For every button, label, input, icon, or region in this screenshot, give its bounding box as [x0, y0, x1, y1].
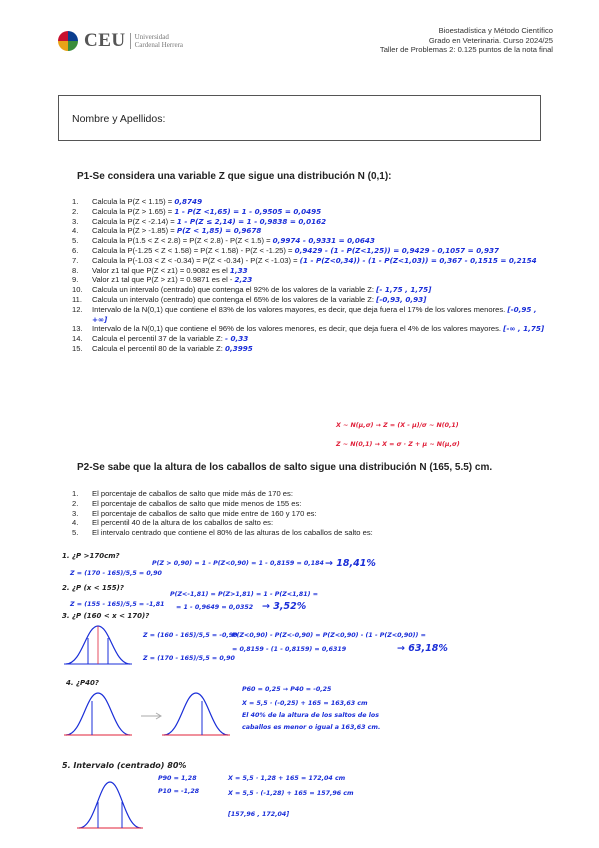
- w3-z1: Z = (160 - 165)/5,5 = -0,90: [143, 632, 238, 639]
- p2-item-number: 5.: [72, 528, 79, 538]
- p1-item-question: Calcula un intervalo (centrado) que contenga el 65% de los valores de la variable Z:: [92, 294, 374, 304]
- p1-item-answer[interactable]: - 0,33: [224, 334, 249, 344]
- w3-prob-line1: P(Z<0,90) - P(Z<-0,90) = P(Z<0,90) - (1 - P(Z<0,90)) =: [232, 632, 426, 639]
- p1-item-number: 14.: [72, 334, 83, 344]
- p1-item-15: [72, 344, 552, 354]
- p1-item-number: 3.: [72, 216, 79, 226]
- p2-item-5: [72, 528, 552, 538]
- ceu-logo: [58, 30, 183, 52]
- ceu-emblem-icon: [58, 31, 78, 51]
- w5-p90: P90 = 1,28: [158, 775, 197, 782]
- w5-x-upper: X = 5,5 · 1,28 + 165 = 172,04 cm: [228, 775, 346, 782]
- p2-question-list: [72, 489, 552, 538]
- p1-item-number: 2.: [72, 206, 79, 216]
- p1-item-number: 4.: [72, 226, 79, 236]
- w5-heading: 5. Intervalo (centrado) 80%: [62, 761, 187, 770]
- p1-item-answer[interactable]: 2,23: [234, 275, 253, 285]
- logo-brand: CEU: [84, 30, 126, 51]
- p1-item-11: [72, 295, 552, 305]
- normal-curve-sketch-4b: [160, 687, 232, 743]
- p2-item-question: El percentil 40 de la altura de los caballos de salto es:: [92, 518, 274, 528]
- p1-item-9: [72, 275, 552, 285]
- w5-p10: P10 = -1,28: [158, 788, 200, 795]
- p1-item-13: [72, 324, 552, 334]
- w5-interval: [157,96 , 172,04]: [228, 811, 290, 818]
- p2-item-3: [72, 509, 552, 519]
- course-degree: Grado en Veterinaria. Curso 2024/25: [428, 35, 553, 45]
- w2-z: Z = (155 - 165)/5,5 = -1,81: [70, 601, 165, 608]
- p1-item-question: Calcula la P(Z > -1.85) =: [92, 226, 175, 236]
- p1-item-question: Valor z1 tal que P(Z > z1) = 0.9871 es el -: [92, 275, 233, 285]
- normal-curve-sketch-5: [75, 776, 145, 836]
- w2-prob-line2: = 1 - 0,9649 = 0,0352: [176, 604, 254, 611]
- p2-item-1: [72, 489, 552, 499]
- p1-item-question: Intervalo de la N(0,1) que contiene el 96% de los valores menores, es decir, que deja fuera el 4% de los valores mayores.: [92, 324, 502, 334]
- document-header: [380, 26, 553, 55]
- p1-item-question: Calcula el percentil 37 de la variable Z:: [92, 334, 223, 344]
- p1-item-answer[interactable]: P(Z < 1,85) = 0,9678: [176, 226, 262, 236]
- p1-item-8: [72, 266, 552, 276]
- p1-item-number: 13.: [72, 324, 83, 334]
- p1-item-number: 6.: [72, 245, 79, 255]
- normal-curve-sketch-4a: [62, 687, 134, 743]
- normal-curve-sketch-3: [62, 620, 134, 672]
- logo-university: Universidad Cardenal Herrera: [130, 33, 183, 49]
- p1-item-10: [72, 285, 552, 295]
- name-label: Nombre y Apellidos:: [72, 113, 166, 125]
- p1-item-question: Calcula la P(Z > 1.65) =: [92, 206, 173, 216]
- p1-item-2: [72, 207, 552, 217]
- w1-result: → 18,41%: [325, 558, 376, 569]
- p1-item-answer[interactable]: 0,9974 - 0,9331 = 0,0643: [272, 236, 375, 246]
- w4-text1: El 40% de la altura de los saltos de los: [242, 712, 379, 719]
- p1-item-number: 1.: [72, 197, 79, 206]
- p1-item-answer[interactable]: [-∞ , 1,75]: [503, 324, 545, 334]
- p1-item-question: Intervalo de la N(0,1) que contiene el 83% de los valores mayores, es decir, que deja fuera el 17% de los valores menores.: [92, 304, 506, 314]
- w2-result: → 3,52%: [262, 601, 307, 612]
- p2-item-question: El intervalo centrado que contiene el 80% de las alturas de los caballos de salto es:: [92, 528, 373, 538]
- p1-item-answer[interactable]: 0,8749: [174, 197, 203, 206]
- p1-item-number: 11.: [72, 294, 82, 304]
- p1-note-standardize: X ~ N(μ,σ) → Z = (X - μ)/σ ~ N(0,1): [336, 422, 459, 429]
- p1-item-number: 7.: [72, 255, 79, 265]
- p2-item-2: [72, 499, 552, 509]
- p2-item-number: 4.: [72, 518, 79, 528]
- w3-prob-line2: = 0,8159 - (1 - 0,8159) = 0,6319: [232, 646, 347, 653]
- p1-item-number: 9.: [72, 275, 79, 285]
- p1-item-answer[interactable]: 0,9429 - (1 - P(Z<1,25)) = 0,9429 - 0,1057 = 0,937: [294, 245, 499, 255]
- w3-heading: 3. ¿P (160 < x < 170)?: [62, 612, 150, 620]
- w1-prob: P(Z > 0,90) = 1 - P(Z<0,90) = 1 - 0,8159 = 0,184: [152, 560, 324, 567]
- p1-item-question: Calcula la P(1.5 < Z < 2.8) = P(Z < 2.8) - P(Z < 1.5) =: [92, 236, 271, 246]
- p1-item-answer[interactable]: (1 - P(Z<0,34)) - (1 - P(Z<1,03)) = 0,367 - 0,1515 = 0,2154: [299, 255, 537, 265]
- p1-question-list: [72, 197, 552, 354]
- w4-text2: caballos es menor o igual a 163,63 cm.: [242, 724, 381, 731]
- w1-heading: 1. ¿P >170cm?: [62, 552, 120, 560]
- p1-item-number: 10.: [72, 285, 83, 295]
- p1-item-number: 5.: [72, 236, 79, 246]
- p1-item-5: [72, 236, 552, 246]
- p1-item-answer[interactable]: 0,3995: [224, 343, 253, 353]
- p1-item-answer[interactable]: [- 1,75 , 1,75]: [376, 285, 432, 295]
- p1-item-1: [72, 197, 552, 207]
- workshop-title: Taller de Problemas 2: 0.125 puntos de la nota final: [379, 45, 553, 55]
- w2-prob-line1: P(Z<-1,81) = P(Z>1,81) = 1 - P(Z<1,81) =: [170, 591, 319, 598]
- p1-item-answer[interactable]: 1 - P(Z ≤ 2,14) = 1 - 0,9838 = 0,0162: [176, 216, 327, 226]
- p2-item-question: El porcentaje de caballos de salto que mide menos de 155 es:: [92, 498, 302, 508]
- p1-item-answer[interactable]: [-0,95 , +∞]: [92, 304, 537, 324]
- p2-title: P2-Se sabe que la altura de los caballos de salto sigue una distribución N (165, 5.5) cm.: [77, 462, 493, 473]
- p2-item-4: [72, 518, 552, 528]
- p1-item-question: Calcula un intervalo (centrado) que contenga el 92% de los valores de la variable Z:: [92, 285, 374, 295]
- w2-heading: 2. ¿P (x < 155)?: [62, 584, 124, 592]
- p1-item-7: [72, 256, 552, 266]
- w1-z: Z = (170 - 165)/5,5 = 0,90: [70, 570, 162, 577]
- p1-item-answer[interactable]: 1 - P(Z <1,65) = 1 - 0,9505 = 0,0495: [174, 206, 322, 216]
- p1-item-3: [72, 217, 552, 227]
- p2-item-number: 2.: [72, 498, 79, 508]
- name-field[interactable]: [58, 95, 541, 141]
- p1-item-question: Valor z1 tal que P(Z < z1) = 0.9082 es el: [92, 265, 228, 275]
- w4-heading: 4. ¿P40?: [66, 679, 99, 687]
- p1-item-14: [72, 334, 552, 344]
- p1-note-destandardize: Z ~ N(0,1) → X = σ · Z + μ ~ N(μ,σ): [336, 441, 460, 448]
- w4-percentiles: P60 = 0,25 → P40 = -0,25: [242, 686, 332, 693]
- p1-item-question: Calcula la P(Z < 1.15) =: [92, 197, 173, 206]
- p1-item-answer[interactable]: 1,33: [229, 265, 248, 275]
- w4-x: X = 5,5 · (-0,25) + 165 = 163,63 cm: [242, 700, 368, 707]
- w3-z2: Z = (170 - 165)/5,5 = 0,90: [143, 655, 235, 662]
- p1-item-12: [72, 305, 552, 325]
- p1-item-number: 12.: [72, 304, 83, 314]
- w5-x-lower: X = 5,5 · (-1,28) + 165 = 157,96 cm: [228, 790, 354, 797]
- p1-item-question: Calcula la P(-1.25 < Z < 1.58) = P(Z < 1.58) - P(Z < -1.25) =: [92, 245, 293, 255]
- w3-result: → 63,18%: [397, 643, 448, 654]
- p1-item-question: Calcula la P(-1.03 < Z < -0.34) = P(Z < -0.34) - P(Z < -1.03) =: [92, 255, 298, 265]
- p2-item-question: El porcentaje de caballos de salto que mide más de 170 es:: [92, 489, 293, 498]
- p2-item-number: 1.: [72, 489, 79, 498]
- p1-item-6: [72, 246, 552, 256]
- p1-item-question: Calcula la P(Z < -2.14) =: [92, 216, 175, 226]
- p1-item-number: 8.: [72, 265, 79, 275]
- p2-item-question: El porcentaje de caballos de salto que mide entre de 160 y 170 es:: [92, 508, 317, 518]
- p1-item-number: 15.: [72, 343, 83, 353]
- p2-item-number: 3.: [72, 508, 79, 518]
- p1-item-answer[interactable]: [-0,93, 0,93]: [376, 294, 427, 304]
- course-title: Bioestadística y Método Científico: [438, 26, 553, 35]
- p1-item-4: [72, 226, 552, 236]
- p1-title: P1-Se considera una variable Z que sigue una distribución N (0,1):: [77, 171, 392, 182]
- p1-item-question: Calcula el percentil 80 de la variable Z:: [92, 343, 223, 353]
